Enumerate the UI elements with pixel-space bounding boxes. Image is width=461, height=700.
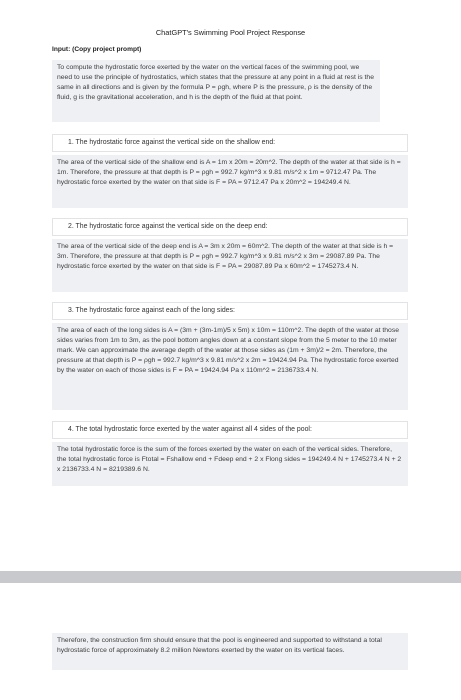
- input-label: Input: (Copy project prompt): [52, 46, 142, 53]
- section-2-body: The area of the vertical side of the deep end is A = 3m x 20m = 60m^2. The depth of the water at that side is h = 3m. Therefore, the pressure at that depth is P = ρgh = 992.7 kg/m^3 x 9.81 m/s^2 x 3m = 29087.89 Pa. The hydrostatic force exerted by the water on that side is F = PA = 29087.89 Pa x 60m^2 = 1745273.4 N.: [52, 239, 408, 292]
- page-divider: [0, 571, 461, 583]
- section-4-heading: 4. The total hydrostatic force exerted by the water against all 4 sides of the pool:: [52, 421, 408, 439]
- section-2-heading: 2. The hydrostatic force against the vertical side on the deep end:: [52, 218, 408, 236]
- document-title: ChatGPT's Swimming Pool Project Response: [155, 28, 306, 37]
- conclusion-paragraph: Therefore, the construction firm should ensure that the pool is engineered and supported to withstand a total hydrostatic force of approximately 8.2 million Newtons exerted by the water on its vertical faces.: [52, 633, 408, 670]
- section-4-body: The total hydrostatic force is the sum of the forces exerted by the water on each of the vertical sides. Therefore, the total hydrostatic force is Ftotal = Fshallow end + Fdeep end + 2 x Flong sides = 194249.4 N + 1745273.4 N + 2 x 2136733.4 N = 8219389.6 N.: [52, 442, 408, 486]
- section-1-body: The area of the vertical side of the shallow end is A = 1m x 20m = 20m^2. The depth of the water at that side is h = 1m. Therefore, the pressure at that depth is P = ρgh = 992.7 kg/m^3 x 9.81 m/s^2 x 1m = 9712.47 Pa. The hydrostatic force exerted by the water on that side is F = PA = 9712.47 Pa x 20m^2 = 194249.4 N.: [52, 155, 408, 208]
- intro-paragraph: To compute the hydrostatic force exerted by the water on the vertical faces of the swimming pool, we need to use the principle of hydrostatics, which states that the pressure at any point in a fluid at rest is the same in all directions and is given by the formula P = ρgh, where P is the pressure, ρ is the density of the fluid, g is the gravitational acceleration, and h is the depth of the fluid at that point.: [52, 60, 380, 122]
- section-1-heading: 1. The hydrostatic force against the vertical side on the shallow end:: [52, 134, 408, 152]
- section-3-body: The area of each of the long sides is A = (3m + (3m-1m)/5 x 5m) x 10m = 110m^2. The depth of the water at those sides varies from 1m to 3m, as the pool bottom angles down at a constant slope from the 5 meter to the 10 meter mark. We can approximate the average depth of the water at those sides as (1m + 3m)/2 = 2m. Therefore, the pressure at that depth is P = ρgh = 992.7 kg/m^3 x 9.81 m/s^2 x 2m = 19424.94 Pa. The hydrostatic force exerted by the water on each of those sides is F = PA = 19424.94 Pa x 110m^2 = 2136733.4 N.: [52, 323, 408, 410]
- section-3-heading: 3. The hydrostatic force against each of the long sides:: [52, 302, 408, 320]
